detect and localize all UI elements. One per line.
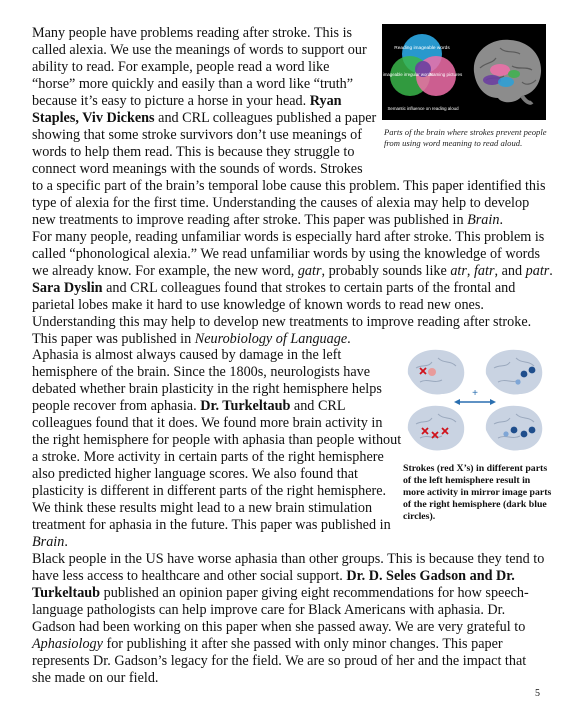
text-run: . bbox=[64, 534, 68, 550]
text-run: she made on our field. bbox=[32, 670, 159, 686]
text-line bbox=[32, 483, 401, 500]
text-run: “horse” more quickly and easily than a word like “truth” bbox=[32, 76, 354, 92]
text-run: parietal lobes make it hard to use knowledge of known words to read new ones. bbox=[32, 297, 484, 313]
text-run: Black people in the US have worse aphasia than other groups. This is because they tend to bbox=[32, 551, 545, 567]
bold-text: Dr. Turkeltaub bbox=[200, 398, 291, 414]
brain-right-hemisphere-top bbox=[486, 350, 542, 395]
bold-text: Dr. D. Seles Gadson and Dr. bbox=[346, 568, 515, 584]
text-line bbox=[32, 568, 544, 585]
text-line bbox=[32, 263, 553, 280]
text-run: hemisphere of the brain. Since the 1800s, neurologists have bbox=[32, 364, 371, 380]
text-run: This paper was published in bbox=[32, 331, 195, 347]
text-run: people recover from aphasia. bbox=[32, 398, 201, 414]
text-line bbox=[32, 364, 401, 381]
text-run: We think these results might lead to a new brain stimulation bbox=[32, 500, 373, 516]
bidirectional-arrow-icon bbox=[454, 388, 496, 405]
venn-brain-illustration bbox=[365, 24, 546, 120]
bold-text: Turkeltaub bbox=[32, 585, 101, 601]
text-run: language pathologists can help improve care for Black Americans with aphasia. Dr. bbox=[32, 602, 506, 618]
italic-text: patr bbox=[525, 263, 550, 279]
text-run: for publishing it after she passed with only minor changes. This paper bbox=[102, 636, 503, 652]
text-run: and CRL bbox=[290, 398, 346, 414]
text-run: to a specific part of the brain’s temporal lobe cause this problem. This paper identified this bbox=[32, 178, 546, 194]
text-line bbox=[32, 415, 401, 432]
text-run: debated whether brain plasticity in the right hemisphere helps bbox=[32, 381, 382, 397]
text-run: new treatments to improve reading after stroke. This paper was published in bbox=[32, 212, 468, 228]
text-run: the right hemisphere for people with aphasia than people without bbox=[32, 432, 402, 448]
text-run: a stroke. More activity in certain parts of the right hemisphere bbox=[32, 449, 384, 465]
bold-text: Staples, Viv Dickens bbox=[32, 110, 155, 126]
text-line bbox=[32, 347, 401, 364]
text-run: because it’s easy to picture a horse in your head. bbox=[32, 93, 310, 109]
text-line bbox=[32, 636, 544, 653]
text-line bbox=[32, 212, 546, 229]
paragraph-aphasia-plasticity bbox=[32, 347, 401, 551]
text-run: , probably sounds like bbox=[321, 263, 451, 279]
text-run: published an opinion paper giving eight recommendations for how speech- bbox=[100, 585, 529, 601]
text-line bbox=[32, 178, 546, 195]
text-line bbox=[32, 500, 401, 517]
text-run: , bbox=[466, 263, 474, 279]
text-run: treatment for aphasia in the future. This paper was published in bbox=[32, 517, 391, 533]
text-line bbox=[32, 229, 553, 246]
text-run: we already know. For example, the new word, bbox=[32, 263, 298, 279]
text-run: Aphasia is almost always caused by damage in the left bbox=[32, 347, 342, 363]
text-run: type of alexia for the first time. Understanding the causes of alexia may help to develop bbox=[32, 195, 530, 211]
text-line bbox=[32, 381, 401, 398]
paragraph-phonological-alexia bbox=[32, 229, 553, 348]
text-run: connect word meanings with the sounds of words. Strokes bbox=[32, 161, 363, 177]
venn-label-left: Reading imageable irregular words bbox=[365, 72, 433, 77]
text-run: Understanding this may help to develop new treatments to improve reading after stroke. bbox=[32, 314, 532, 330]
text-run: For many people, reading unfamiliar words is especially hard after stroke. This problem is bbox=[32, 229, 545, 245]
text-run: words to help them read. This is because they struggle to bbox=[32, 144, 355, 160]
text-run: ability to read. For example, people read a word like bbox=[32, 59, 330, 75]
brain-left-hemisphere-bottom bbox=[408, 406, 464, 451]
italic-text: fatr bbox=[473, 263, 495, 279]
venn-label-right: Naming pictures bbox=[429, 72, 463, 77]
figure-hemisphere-brains bbox=[402, 344, 548, 460]
text-line bbox=[32, 280, 553, 297]
text-run: called “phonological alexia.” We read unfamiliar words by using the knowledge of words bbox=[32, 246, 541, 262]
text-line bbox=[32, 297, 553, 314]
italic-text: Aphasiology bbox=[32, 636, 103, 652]
italic-text: gatr bbox=[297, 263, 322, 279]
text-run: . bbox=[499, 212, 503, 228]
text-line bbox=[32, 314, 553, 331]
italic-text: Neurobiology of Language bbox=[194, 331, 348, 347]
text-line bbox=[32, 653, 544, 670]
venn-bottom-label: Semantic influence on reading aloud bbox=[387, 106, 459, 111]
text-run: have less access to healthcare and other social support. bbox=[32, 568, 347, 584]
page-number: 5 bbox=[535, 688, 540, 699]
text-line bbox=[32, 517, 401, 534]
text-run: , and bbox=[494, 263, 526, 279]
text-run: represents Dr. Gadson’s legacy for the field. We are so proud of her and the impact that bbox=[32, 653, 527, 669]
text-line bbox=[32, 534, 401, 551]
text-line bbox=[32, 161, 546, 178]
text-run: called alexia. We use the meanings of words to support our bbox=[32, 42, 367, 58]
text-line bbox=[32, 432, 401, 449]
italic-text: Brain bbox=[467, 212, 500, 228]
brain-right-hemisphere-bottom bbox=[486, 406, 542, 451]
figure2-caption: Strokes (red X’s) in different parts of the left hemisphere result in more activity in mirror image parts of the right hemisphere (dark blue circles). bbox=[403, 463, 552, 522]
venn-label-top: Reading imageable words bbox=[394, 46, 450, 51]
text-line bbox=[32, 585, 544, 602]
italic-text: atr bbox=[450, 263, 467, 279]
text-run: and CRL colleagues published a paper bbox=[154, 110, 377, 126]
svg-text:+: + bbox=[472, 388, 478, 399]
text-run: . bbox=[347, 331, 351, 347]
figure-venn-brain bbox=[365, 24, 546, 120]
text-line bbox=[32, 619, 544, 636]
text-run: Gadson had been working on this paper when she passed away. We are very grateful to bbox=[32, 619, 526, 635]
text-run: colleagues found that it does. We found more brain activity in bbox=[32, 415, 383, 431]
text-line bbox=[32, 602, 544, 619]
hemisphere-brains-illustration bbox=[402, 344, 548, 460]
bold-text: Sara Dyslin bbox=[32, 280, 103, 296]
text-line bbox=[32, 670, 544, 687]
italic-text: Brain bbox=[32, 534, 65, 550]
brain-left-hemisphere-top bbox=[408, 350, 464, 395]
text-run: . bbox=[549, 263, 553, 279]
text-line bbox=[32, 195, 546, 212]
text-line bbox=[32, 398, 401, 415]
text-line bbox=[32, 551, 544, 568]
text-line bbox=[32, 449, 401, 466]
text-run: and CRL colleagues found that strokes to certain parts of the frontal and bbox=[102, 280, 516, 296]
text-run: Many people have problems reading after stroke. This is bbox=[32, 25, 353, 41]
paragraph-black-americans-aphasia bbox=[32, 551, 544, 687]
text-run: showing that some stroke survivors don’t use meanings of bbox=[32, 127, 362, 143]
text-run: also predicted higher language scores. We also found that bbox=[32, 466, 358, 482]
text-run: plasticity is different in different parts of the right hemisphere. bbox=[32, 483, 387, 499]
figure1-caption: Parts of the brain where strokes prevent people from using word meaning to read aloud. bbox=[384, 127, 547, 148]
text-line bbox=[32, 246, 553, 263]
bold-text: Ryan bbox=[309, 93, 342, 109]
text-line bbox=[32, 466, 401, 483]
